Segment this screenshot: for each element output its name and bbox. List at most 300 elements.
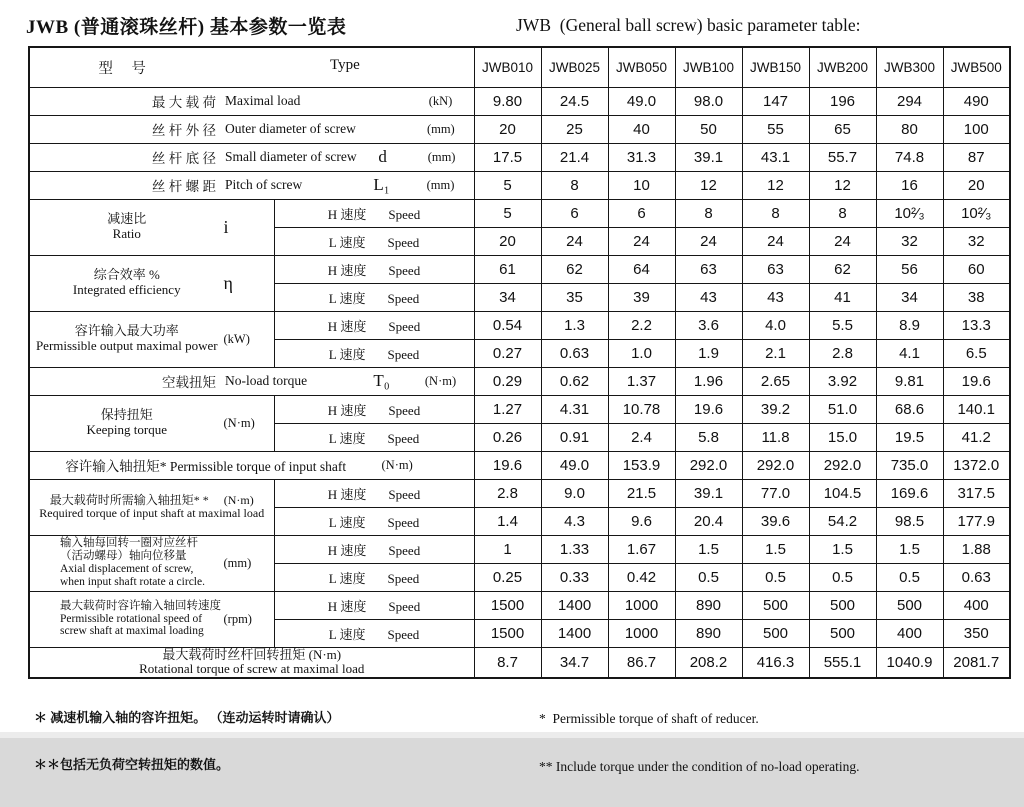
value-cell: 3.92 (809, 367, 876, 395)
footnote-en-2: ** Include torque under the condition of no-load operating. (539, 759, 860, 774)
value-cell: 16 (876, 171, 943, 199)
row-label (29, 171, 474, 199)
value-cell: 0.29 (474, 367, 541, 395)
value-cell: 21.4 (541, 143, 608, 171)
param-row (29, 171, 1010, 199)
row-unit: (mm) (426, 121, 455, 136)
value-cell: 890 (675, 591, 742, 619)
value-cell: 2.8 (474, 479, 541, 507)
value-cell: 147 (742, 87, 809, 115)
value-cell: 500 (742, 591, 809, 619)
value-cell: 19.6 (474, 451, 541, 479)
row-label-line: Ratio (112, 226, 141, 241)
row-symbol: (rpm) (223, 611, 252, 626)
value-cell: 43 (742, 283, 809, 311)
value-cell: 2.8 (809, 339, 876, 367)
row-label-chinese: 丝 杆 底 径 (151, 151, 216, 166)
value-cell: 60 (943, 255, 1010, 283)
value-cell: 0.42 (608, 563, 675, 591)
value-cell: 500 (876, 591, 943, 619)
value-cell: 38 (943, 283, 1010, 311)
speed-label (274, 619, 474, 647)
value-cell: 39.2 (742, 395, 809, 423)
value-cell: 15.0 (809, 423, 876, 451)
row-label-lines (30, 268, 224, 297)
row-unit: (kN) (428, 93, 453, 108)
param-row (29, 647, 1010, 678)
speed-label (274, 339, 474, 367)
speed-label-english: Speed (387, 626, 420, 642)
value-cell: 9.81 (876, 367, 943, 395)
speed-label-english: Speed (388, 402, 421, 418)
row-label-line: 减速比 (107, 211, 147, 227)
speed-label-english: Speed (387, 514, 420, 530)
value-cell: 12 (809, 171, 876, 199)
value-cell: 0.5 (742, 563, 809, 591)
value-cell: 153.9 (608, 451, 675, 479)
value-cell: 62 (809, 255, 876, 283)
row-label-line: Rotational torque of screw at maximal load (139, 661, 365, 676)
value-cell: 0.5 (675, 563, 742, 591)
value-cell: 4.31 (541, 395, 608, 423)
speed-label (274, 311, 474, 339)
value-cell: 98.0 (675, 87, 742, 115)
row-symbol: η (223, 272, 233, 293)
value-cell: 3.6 (675, 311, 742, 339)
value-cell: 1500 (474, 619, 541, 647)
footnote-zh-1: ＊ 减速机输入轴的容许扭矩。 （连动运转时请确认） (34, 710, 340, 725)
value-cell: 9.80 (474, 87, 541, 115)
speed-label-chinese: L 速度 (328, 514, 366, 530)
row-label-english: Maximal load (225, 93, 301, 108)
footnote-en-1: * Permissible torque of shaft of reducer. (539, 711, 759, 726)
value-cell: 1.96 (675, 367, 742, 395)
value-cell: 32 (943, 227, 1010, 255)
row-label-lines (30, 408, 224, 437)
footnotes (34, 679, 994, 807)
value-cell: 1.5 (675, 535, 742, 563)
table-header-row (29, 47, 1010, 87)
row-label-lines (30, 600, 224, 639)
value-cell: 24 (541, 227, 608, 255)
speed-label-english: Speed (388, 318, 421, 334)
value-cell: 0.91 (541, 423, 608, 451)
value-cell: 8.7 (474, 647, 541, 678)
row-label-block (30, 119, 474, 139)
value-cell: 735.0 (876, 451, 943, 479)
value-cell: 0.26 (474, 423, 541, 451)
value-cell: 416.3 (742, 647, 809, 678)
param-row (29, 255, 1010, 283)
row-label (29, 311, 274, 367)
type-label-english: Type (329, 56, 360, 73)
value-cell: 68.6 (876, 395, 943, 423)
row-label-line: screw shaft at maximal loading (60, 625, 204, 638)
row-label-line: 输入轴每回转一圈对应丝杆 (60, 537, 198, 550)
row-label (29, 199, 274, 255)
value-cell: 1.67 (608, 535, 675, 563)
row-label-lines (30, 494, 274, 521)
speed-label-chinese: L 速度 (328, 346, 366, 362)
value-cell: 24 (608, 227, 675, 255)
value-cell: 2.1 (742, 339, 809, 367)
speed-label (274, 479, 474, 507)
value-cell: 0.27 (474, 339, 541, 367)
value-cell: 1.3 (541, 311, 608, 339)
row-symbol: d (378, 147, 387, 166)
value-cell: 8 (809, 199, 876, 227)
value-cell: 1.27 (474, 395, 541, 423)
row-label-line: 容许输入最大功率 (74, 323, 179, 339)
row-label-lines (30, 537, 224, 589)
param-row (29, 395, 1010, 423)
type-header-cell (29, 47, 474, 87)
value-cell: 98.5 (876, 507, 943, 535)
row-label-block (30, 212, 274, 241)
row-label-block (30, 324, 274, 353)
value-cell: 12 (675, 171, 742, 199)
value-cell: 500 (809, 619, 876, 647)
row-label-block (30, 537, 274, 589)
page-title-english: JWB (General ball screw) basic parameter table: (516, 15, 861, 35)
row-label-line: Required torque of input shaft at maximal load (39, 506, 265, 520)
row-label-chinese: 最 大 载 荷 (151, 95, 216, 110)
value-cell: 292.0 (675, 451, 742, 479)
value-cell: 77.0 (742, 479, 809, 507)
value-cell: 24 (809, 227, 876, 255)
value-cell: 9.6 (608, 507, 675, 535)
row-label-block (30, 494, 274, 521)
value-cell: 19.6 (675, 395, 742, 423)
value-cell: 1040.9 (876, 647, 943, 678)
value-cell: 1.9 (675, 339, 742, 367)
row-label-line: when input shaft rotate a circle. (60, 575, 205, 588)
value-cell: 10 (608, 171, 675, 199)
value-cell: 55.7 (809, 143, 876, 171)
value-cell: 1.0 (608, 339, 675, 367)
row-label-english: Pitch of screw (225, 177, 303, 192)
speed-label-english: Speed (388, 486, 421, 502)
value-cell: 292.0 (809, 451, 876, 479)
value-cell: 19.6 (943, 367, 1010, 395)
value-cell: 890 (675, 619, 742, 647)
model-column-header: JWB010 (474, 47, 541, 87)
row-label-chinese: 丝 杆 螺 距 (151, 179, 216, 194)
row-label-english: Small diameter of screw (225, 149, 357, 164)
value-cell: 6 (541, 199, 608, 227)
value-cell: 5.8 (675, 423, 742, 451)
value-cell: 0.63 (943, 563, 1010, 591)
value-cell: 196 (809, 87, 876, 115)
value-cell: 20 (943, 171, 1010, 199)
speed-label (274, 535, 474, 563)
row-label (29, 479, 274, 535)
value-cell: 2081.7 (943, 647, 1010, 678)
row-label-block (30, 147, 474, 167)
row-label-line: Permissible rotational speed of (60, 612, 203, 625)
value-cell: 1500 (474, 591, 541, 619)
row-symbol: L₁ (373, 175, 390, 194)
row-symbol: i (223, 216, 229, 237)
value-cell: 350 (943, 619, 1010, 647)
value-cell: 0.63 (541, 339, 608, 367)
footnotes-english (539, 679, 860, 807)
value-cell: 87 (943, 143, 1010, 171)
value-cell: 34.7 (541, 647, 608, 678)
row-label-block (30, 371, 474, 391)
value-cell: 2.4 (608, 423, 675, 451)
value-cell: 0.54 (474, 311, 541, 339)
speed-label-english: Speed (388, 542, 421, 558)
value-cell: 13.3 (943, 311, 1010, 339)
param-row (29, 115, 1010, 143)
row-label (29, 591, 274, 647)
value-cell: 100 (943, 115, 1010, 143)
row-unit: (mm) (427, 149, 456, 164)
value-cell: 17.5 (474, 143, 541, 171)
value-cell: 400 (943, 591, 1010, 619)
speed-label-english: Speed (388, 598, 421, 614)
speed-label-english: Speed (387, 346, 420, 362)
value-cell: 63 (675, 255, 742, 283)
value-cell: 21.5 (608, 479, 675, 507)
scan-edge-artifact (0, 732, 1024, 738)
speed-label-chinese: H 速度 (327, 486, 367, 502)
value-cell: 20 (474, 227, 541, 255)
speed-label-chinese: H 速度 (327, 542, 367, 558)
value-cell: 294 (876, 87, 943, 115)
row-label-lines (30, 212, 224, 241)
row-label-chinese: 丝 杆 外 径 (151, 123, 216, 138)
value-cell: 1.88 (943, 535, 1010, 563)
value-cell: 62 (541, 255, 608, 283)
row-symbol: (mm) (223, 555, 252, 570)
value-cell: 51.0 (809, 395, 876, 423)
value-cell: 1000 (608, 619, 675, 647)
value-cell: 1.5 (876, 535, 943, 563)
row-label-block (30, 648, 474, 677)
value-cell: 25 (541, 115, 608, 143)
speed-label (274, 507, 474, 535)
speed-label-chinese: H 速度 (327, 206, 367, 222)
row-label-block (30, 408, 274, 437)
row-label-chinese: 空载扭矩 (162, 375, 216, 390)
value-cell: 6.5 (943, 339, 1010, 367)
value-cell: 555.1 (809, 647, 876, 678)
value-cell: 208.2 (675, 647, 742, 678)
speed-label (274, 283, 474, 311)
value-cell: 1.5 (809, 535, 876, 563)
value-cell: 1 (474, 535, 541, 563)
speed-label-chinese: H 速度 (327, 402, 367, 418)
speed-label (274, 255, 474, 283)
value-cell: 12 (742, 171, 809, 199)
value-cell: 24 (742, 227, 809, 255)
footnote-zh-2: ＊＊包括无负荷空转扭矩的数值。 (34, 756, 230, 772)
value-cell: 40 (608, 115, 675, 143)
row-label (29, 143, 474, 171)
value-cell: 39.6 (742, 507, 809, 535)
speed-label (274, 563, 474, 591)
model-column-header: JWB300 (876, 47, 943, 87)
param-row (29, 143, 1010, 171)
value-cell: 24.5 (541, 87, 608, 115)
value-cell: 39 (608, 283, 675, 311)
value-cell: 24 (675, 227, 742, 255)
row-unit: (mm) (426, 177, 455, 192)
value-cell: 54.2 (809, 507, 876, 535)
value-cell: 10²⁄₃ (943, 199, 1010, 227)
row-label-line: 保持扭矩 (100, 407, 153, 423)
speed-label-chinese: L 速度 (328, 430, 366, 446)
row-label (29, 395, 274, 451)
speed-label-chinese: L 速度 (328, 626, 366, 642)
value-cell: 56 (876, 255, 943, 283)
value-cell: 86.7 (608, 647, 675, 678)
speed-label (274, 395, 474, 423)
value-cell: 8 (675, 199, 742, 227)
row-label-block (30, 455, 474, 475)
row-label-line: Permissible output maximal power (35, 338, 218, 353)
value-cell: 19.5 (876, 423, 943, 451)
value-cell: 20 (474, 115, 541, 143)
value-cell: 43.1 (742, 143, 809, 171)
value-cell: 0.62 (541, 367, 608, 395)
speed-label-english: Speed (387, 234, 420, 250)
value-cell: 41 (809, 283, 876, 311)
model-column-header: JWB500 (943, 47, 1010, 87)
value-cell: 8.9 (876, 311, 943, 339)
row-unit: (N·m) (381, 457, 413, 472)
value-cell: 74.8 (876, 143, 943, 171)
speed-label-english: Speed (387, 430, 420, 446)
row-label-english: No-load torque (225, 373, 308, 388)
param-row (29, 367, 1010, 395)
value-cell: 35 (541, 283, 608, 311)
row-label (29, 367, 474, 395)
row-label-line: 最大载荷时丝杆回转扭矩 (N·m) (162, 646, 342, 662)
value-cell: 49.0 (541, 451, 608, 479)
value-cell: 43 (675, 283, 742, 311)
parameter-table (28, 46, 1011, 679)
value-cell: 2.65 (742, 367, 809, 395)
value-cell: 490 (943, 87, 1010, 115)
value-cell: 1.5 (742, 535, 809, 563)
speed-label-english: Speed (387, 570, 420, 586)
value-cell: 5 (474, 171, 541, 199)
value-cell: 1372.0 (943, 451, 1010, 479)
param-row (29, 311, 1010, 339)
value-cell: 9.0 (541, 479, 608, 507)
row-unit: (N·m) (424, 373, 457, 388)
row-label-line: Integrated efficiency (72, 282, 181, 297)
value-cell: 4.1 (876, 339, 943, 367)
value-cell: 10.78 (608, 395, 675, 423)
speed-label-chinese: H 速度 (327, 598, 367, 614)
value-cell: 1400 (541, 619, 608, 647)
value-cell: 39.1 (675, 143, 742, 171)
param-row (29, 451, 1010, 479)
value-cell: 55 (742, 115, 809, 143)
value-cell: 1.4 (474, 507, 541, 535)
speed-label-chinese: L 速度 (328, 570, 366, 586)
row-label-line: 综合效率 % (93, 267, 160, 283)
value-cell: 104.5 (809, 479, 876, 507)
value-cell: 11.8 (742, 423, 809, 451)
row-label-block (30, 91, 474, 111)
value-cell: 65 (809, 115, 876, 143)
speed-label-chinese: L 速度 (328, 234, 366, 250)
row-symbol: T₀ (373, 371, 390, 390)
param-row (29, 479, 1010, 507)
value-cell: 292.0 (742, 451, 809, 479)
speed-label (274, 423, 474, 451)
value-cell: 34 (876, 283, 943, 311)
row-symbol: (N·m) (223, 415, 255, 430)
model-column-header: JWB200 (809, 47, 876, 87)
value-cell: 80 (876, 115, 943, 143)
value-cell: 31.3 (608, 143, 675, 171)
value-cell: 41.2 (943, 423, 1010, 451)
speed-label-chinese: L 速度 (328, 290, 366, 306)
speed-label-chinese: H 速度 (327, 262, 367, 278)
speed-label-english: Speed (387, 290, 420, 306)
row-symbol: (kW) (223, 331, 250, 346)
speed-label (274, 591, 474, 619)
value-cell: 500 (742, 619, 809, 647)
model-column-header: JWB025 (541, 47, 608, 87)
value-cell: 4.0 (742, 311, 809, 339)
speed-label (274, 199, 474, 227)
value-cell: 5.5 (809, 311, 876, 339)
value-cell: 8 (742, 199, 809, 227)
param-row (29, 535, 1010, 563)
value-cell: 0.5 (876, 563, 943, 591)
row-label-line: Axial displacement of screw, (60, 563, 194, 575)
value-cell: 1.37 (608, 367, 675, 395)
footnotes-chinese (34, 679, 539, 807)
row-label (29, 647, 474, 678)
row-label (29, 451, 474, 479)
value-cell: 8 (541, 171, 608, 199)
row-label (29, 87, 474, 115)
row-label-block (30, 268, 274, 297)
speed-label-english: Speed (388, 206, 421, 222)
value-cell: 0.33 (541, 563, 608, 591)
value-cell: 49.0 (608, 87, 675, 115)
type-label-chinese: 型 号 (98, 60, 148, 77)
row-label (29, 115, 474, 143)
value-cell: 6 (608, 199, 675, 227)
value-cell: 10²⁄₃ (876, 199, 943, 227)
row-label-line: 最大载荷时容许输入轴回转速度 (60, 599, 221, 612)
speed-label (274, 227, 474, 255)
value-cell: 34 (474, 283, 541, 311)
value-cell: 140.1 (943, 395, 1010, 423)
value-cell: 1.33 (541, 535, 608, 563)
param-row (29, 591, 1010, 619)
page-title-chinese: JWB (普通滚珠丝杆) 基本参数一览表 (26, 17, 347, 38)
value-cell: 63 (742, 255, 809, 283)
speed-label-chinese: H 速度 (327, 318, 367, 334)
value-cell: 5 (474, 199, 541, 227)
value-cell: 32 (876, 227, 943, 255)
value-cell: 317.5 (943, 479, 1010, 507)
row-label-block (30, 175, 474, 195)
value-cell: 169.6 (876, 479, 943, 507)
model-column-header: JWB150 (742, 47, 809, 87)
row-label-english: Outer diameter of screw (225, 121, 356, 136)
